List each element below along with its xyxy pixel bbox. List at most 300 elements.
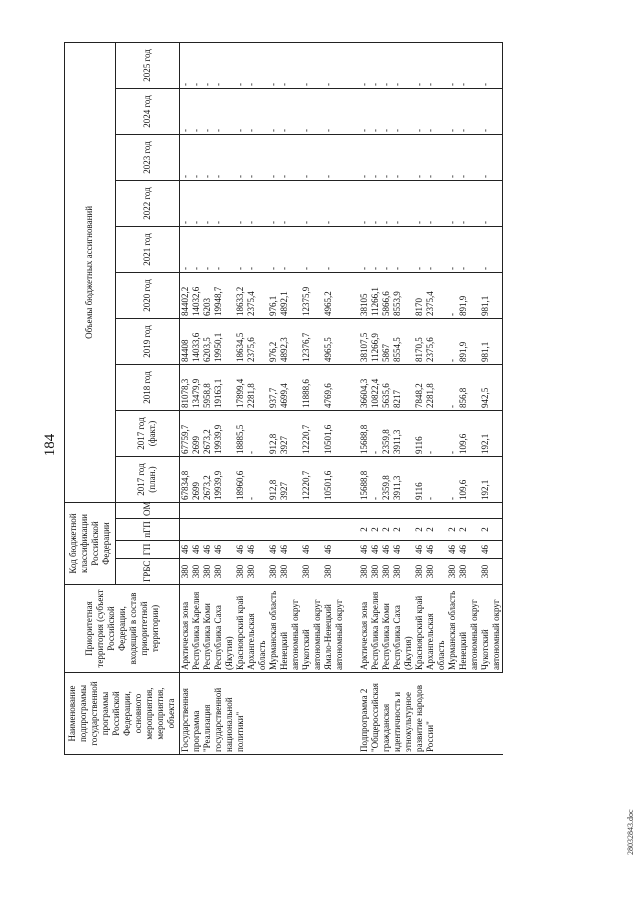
value-cell: - <box>279 227 301 273</box>
territory-cell: Красноярский край <box>414 585 425 673</box>
gp-cell: 46 <box>235 541 246 559</box>
value-cell: 12220,7 <box>301 457 323 503</box>
value-cell: - <box>447 319 458 365</box>
value-cell: - <box>414 181 425 227</box>
om-cell <box>279 503 301 519</box>
header-program: Наименование подпрограммы государственной программы Российской Федерации, основного мероприятия, мероприятия, объекта <box>65 673 180 755</box>
gp-cell: 46 <box>480 541 503 559</box>
value-cell: - <box>458 89 480 135</box>
value-cell: - <box>202 42 213 88</box>
value-cell: - <box>180 181 192 227</box>
table-row <box>268 42 279 754</box>
territory-cell: Республика Саха (Якутия) <box>392 585 414 673</box>
territory-cell: Республика Карелия <box>370 585 381 673</box>
grbs-cell: 380 <box>180 559 192 585</box>
value-cell: - <box>213 135 235 181</box>
value-cell: - <box>370 89 381 135</box>
gp-cell: 46 <box>323 541 345 559</box>
table-row <box>235 42 246 754</box>
value-cell: - <box>191 135 202 181</box>
grbs-cell: 380 <box>268 559 279 585</box>
value-cell: 11266,9 <box>370 319 381 365</box>
value-cell: - <box>235 42 246 88</box>
value-cell: - <box>180 42 192 88</box>
header-year: 2017 год (план.) <box>115 457 179 503</box>
gp-cell: 46 <box>447 541 458 559</box>
value-cell: - <box>279 89 301 135</box>
territory-cell: Арктическая зона <box>180 585 192 673</box>
value-cell: - <box>458 227 480 273</box>
value-cell: 3911,3 <box>392 457 414 503</box>
value-cell: 12375,9 <box>301 273 323 319</box>
om-cell <box>323 503 345 519</box>
grbs-cell: 380 <box>191 559 202 585</box>
value-cell: 2375,4 <box>246 273 268 319</box>
value-cell: - <box>370 181 381 227</box>
gp-cell: 46 <box>191 541 202 559</box>
gp-cell: 46 <box>458 541 480 559</box>
om-cell <box>268 503 279 519</box>
value-cell: - <box>414 89 425 135</box>
value-cell: - <box>425 42 447 88</box>
value-cell: - <box>323 135 345 181</box>
pgp-cell <box>191 519 202 541</box>
value-cell: - <box>191 42 202 88</box>
pgp-cell <box>301 519 323 541</box>
value-cell: 11266,1 <box>370 273 381 319</box>
value-cell: - <box>370 457 381 503</box>
gp-cell: 46 <box>180 541 192 559</box>
value-cell: - <box>213 42 235 88</box>
value-cell: - <box>359 227 370 273</box>
grbs-cell: 380 <box>235 559 246 585</box>
pgp-cell: 2 <box>392 519 414 541</box>
grbs-cell: 380 <box>447 559 458 585</box>
value-cell: - <box>235 135 246 181</box>
territory-cell: Республика Коми <box>381 585 392 673</box>
value-cell: 937,7 <box>268 365 279 411</box>
value-cell: 9116 <box>414 457 425 503</box>
value-cell: - <box>458 42 480 88</box>
value-cell: 36604,3 <box>359 365 370 411</box>
value-cell: - <box>246 89 268 135</box>
value-cell: - <box>202 227 213 273</box>
gp-cell: 46 <box>392 541 414 559</box>
value-cell: 8170,5 <box>414 319 425 365</box>
value-cell: - <box>370 411 381 457</box>
pgp-cell <box>235 519 246 541</box>
value-cell: 10822,4 <box>370 365 381 411</box>
value-cell: - <box>268 181 279 227</box>
om-cell <box>414 503 425 519</box>
header-year: 2022 год <box>115 181 179 227</box>
value-cell: - <box>191 181 202 227</box>
value-cell: 2375,6 <box>246 319 268 365</box>
gp-cell: 46 <box>279 541 301 559</box>
table-row <box>191 42 202 754</box>
om-cell <box>392 503 414 519</box>
header-pgp: пГП <box>115 519 179 541</box>
value-cell: 3911,3 <box>392 411 414 457</box>
table-row <box>323 42 345 754</box>
gp-cell: 46 <box>359 541 370 559</box>
om-cell <box>213 503 235 519</box>
header-year: 2020 год <box>115 273 179 319</box>
value-cell: 912,8 <box>268 411 279 457</box>
value-cell: - <box>301 135 323 181</box>
value-cell: - <box>392 181 414 227</box>
value-cell: 14033,6 <box>191 319 202 365</box>
header-year: 2023 год <box>115 135 179 181</box>
value-cell: - <box>246 411 268 457</box>
grbs-cell: 380 <box>458 559 480 585</box>
value-cell: - <box>279 181 301 227</box>
table-row <box>180 42 192 754</box>
value-cell: - <box>381 227 392 273</box>
value-cell: 4892,3 <box>279 319 301 365</box>
territory-cell: Республика Карелия <box>191 585 202 673</box>
table-body <box>180 42 503 754</box>
value-cell: - <box>381 89 392 135</box>
group-separator <box>345 42 359 754</box>
value-cell: 856,8 <box>458 365 480 411</box>
file-name: 28032843.doc <box>626 809 635 855</box>
value-cell: - <box>425 457 447 503</box>
value-cell: 3927 <box>279 411 301 457</box>
value-cell: - <box>246 457 268 503</box>
value-cell: - <box>392 135 414 181</box>
value-cell: 942,5 <box>480 365 503 411</box>
territory-cell: Ненецкий автономный округ <box>458 585 480 673</box>
om-cell <box>246 503 268 519</box>
value-cell: - <box>447 89 458 135</box>
pgp-cell <box>202 519 213 541</box>
territory-cell: Республика Саха (Якутия) <box>213 585 235 673</box>
value-cell: - <box>370 42 381 88</box>
value-cell: 976,2 <box>268 319 279 365</box>
value-cell: 2359,8 <box>381 457 392 503</box>
om-cell <box>447 503 458 519</box>
gp-cell: 46 <box>246 541 268 559</box>
program-name: Государственная программа "Реализация государственной национальной политики" <box>180 673 346 755</box>
pgp-cell: 2 <box>359 519 370 541</box>
grbs-cell: 380 <box>370 559 381 585</box>
value-cell: - <box>425 181 447 227</box>
territory-cell: Республика Коми <box>202 585 213 673</box>
pgp-cell <box>180 519 192 541</box>
territory-cell: Арктическая зона <box>359 585 370 673</box>
value-cell: - <box>447 181 458 227</box>
header-year: 2024 год <box>115 89 179 135</box>
value-cell: 891,9 <box>458 273 480 319</box>
table-row <box>213 42 235 754</box>
value-cell: 10501,6 <box>323 457 345 503</box>
value-cell: 5866,6 <box>381 273 392 319</box>
pgp-cell <box>213 519 235 541</box>
om-cell <box>301 503 323 519</box>
value-cell: - <box>425 411 447 457</box>
value-cell: - <box>414 42 425 88</box>
value-cell: 19939,9 <box>213 411 235 457</box>
value-cell: - <box>381 135 392 181</box>
om-cell <box>480 503 503 519</box>
value-cell: 3927 <box>279 457 301 503</box>
value-cell: - <box>235 227 246 273</box>
value-cell: 5958,8 <box>202 365 213 411</box>
value-cell: 7848,2 <box>414 365 425 411</box>
table-row <box>447 42 458 754</box>
value-cell: 12376,7 <box>301 319 323 365</box>
value-cell: - <box>392 89 414 135</box>
grbs-cell: 380 <box>359 559 370 585</box>
value-cell: - <box>480 42 503 88</box>
value-cell: 67834,8 <box>180 457 192 503</box>
value-cell: 4769,6 <box>323 365 345 411</box>
header-year: 2019 год <box>115 319 179 365</box>
gp-cell: 46 <box>381 541 392 559</box>
grbs-cell: 380 <box>414 559 425 585</box>
value-cell: - <box>180 89 192 135</box>
grbs-cell: 380 <box>480 559 503 585</box>
territory-cell: Чукотский автономный округ <box>480 585 503 673</box>
grbs-cell: 380 <box>301 559 323 585</box>
header-om: ОМ <box>115 503 179 519</box>
header-grbs: ГРБС <box>115 559 179 585</box>
table-row <box>414 42 425 754</box>
value-cell: - <box>279 42 301 88</box>
value-cell: - <box>447 411 458 457</box>
table-row <box>480 42 503 754</box>
value-cell: 10501,6 <box>323 411 345 457</box>
value-cell: 15688,8 <box>359 457 370 503</box>
value-cell: - <box>359 89 370 135</box>
grbs-cell: 380 <box>323 559 345 585</box>
value-cell: 18633,2 <box>235 273 246 319</box>
pgp-cell: 2 <box>447 519 458 541</box>
gp-cell: 46 <box>425 541 447 559</box>
value-cell: 38105 <box>359 273 370 319</box>
table-row <box>425 42 447 754</box>
table-row <box>202 42 213 754</box>
value-cell: - <box>202 181 213 227</box>
pgp-cell <box>246 519 268 541</box>
value-cell: 14032,6 <box>191 273 202 319</box>
value-cell: - <box>180 227 192 273</box>
value-cell: - <box>359 181 370 227</box>
value-cell: - <box>279 135 301 181</box>
pgp-cell <box>279 519 301 541</box>
value-cell: - <box>480 135 503 181</box>
value-cell: 2375,6 <box>425 319 447 365</box>
header-gp: ГП <box>115 541 179 559</box>
value-cell: - <box>381 42 392 88</box>
value-cell: 19163,1 <box>213 365 235 411</box>
value-cell: 67759,7 <box>180 411 192 457</box>
value-cell: 9116 <box>414 411 425 457</box>
value-cell: 192,1 <box>480 411 503 457</box>
value-cell: 4965,5 <box>323 319 345 365</box>
value-cell: 109,6 <box>458 411 480 457</box>
om-cell <box>359 503 370 519</box>
value-cell: 18885,5 <box>235 411 246 457</box>
value-cell: 2359,8 <box>381 411 392 457</box>
page-number: 184 <box>42 433 58 457</box>
program-name: Подпрограмма 2 "Общероссийская гражданская идентичность и этнокультурное развитие народов России" <box>359 673 503 755</box>
grbs-cell: 380 <box>392 559 414 585</box>
value-cell: - <box>191 227 202 273</box>
value-cell: - <box>268 227 279 273</box>
value-cell: 8217 <box>392 365 414 411</box>
grbs-cell: 380 <box>213 559 235 585</box>
value-cell: - <box>246 227 268 273</box>
table-row <box>279 42 301 754</box>
value-cell: - <box>301 42 323 88</box>
grbs-cell: 380 <box>246 559 268 585</box>
value-cell: - <box>323 181 345 227</box>
value-cell: - <box>268 135 279 181</box>
gp-cell: 46 <box>370 541 381 559</box>
table-row <box>359 42 370 754</box>
value-cell: 981,1 <box>480 273 503 319</box>
om-cell <box>180 503 192 519</box>
value-cell: 981,1 <box>480 319 503 365</box>
value-cell: 19948,7 <box>213 273 235 319</box>
value-cell: - <box>458 181 480 227</box>
value-cell: - <box>202 89 213 135</box>
value-cell: - <box>425 227 447 273</box>
table-row <box>381 42 392 754</box>
om-cell <box>202 503 213 519</box>
om-cell <box>235 503 246 519</box>
value-cell: - <box>323 227 345 273</box>
value-cell: 2281,8 <box>246 365 268 411</box>
table-row <box>370 42 381 754</box>
header-year: 2017 год (факт.) <box>115 411 179 457</box>
value-cell: 2673,2 <box>202 457 213 503</box>
value-cell: - <box>447 457 458 503</box>
value-cell: - <box>425 135 447 181</box>
value-cell: - <box>480 89 503 135</box>
value-cell: 8553,9 <box>392 273 414 319</box>
value-cell: - <box>370 227 381 273</box>
value-cell: - <box>301 89 323 135</box>
value-cell: 17899,4 <box>235 365 246 411</box>
value-cell: 12220,7 <box>301 411 323 457</box>
header-territory: Приоритетная территория (субъект Российской Федерации, входящий в состав приоритетной территории) <box>65 585 180 673</box>
territory-cell: Архангельская область <box>425 585 447 673</box>
territory-cell: Архангельская область <box>246 585 268 673</box>
grbs-cell: 380 <box>202 559 213 585</box>
value-cell: - <box>359 135 370 181</box>
value-cell: - <box>268 42 279 88</box>
value-cell: - <box>301 227 323 273</box>
value-cell: 2281,8 <box>425 365 447 411</box>
value-cell: - <box>480 181 503 227</box>
territory-cell: Ненецкий автономный округ <box>279 585 301 673</box>
table-row <box>392 42 414 754</box>
territory-cell: Мурманская область <box>447 585 458 673</box>
value-cell: - <box>381 181 392 227</box>
pgp-cell: 2 <box>425 519 447 541</box>
value-cell: - <box>447 135 458 181</box>
gp-cell: 46 <box>414 541 425 559</box>
budget-table <box>64 42 503 755</box>
value-cell: - <box>447 365 458 411</box>
value-cell: 11888,6 <box>301 365 323 411</box>
value-cell: 4699,4 <box>279 365 301 411</box>
value-cell: 15688,8 <box>359 411 370 457</box>
pgp-cell: 2 <box>381 519 392 541</box>
value-cell: - <box>480 227 503 273</box>
value-cell: - <box>235 181 246 227</box>
value-cell: 891,9 <box>458 319 480 365</box>
value-cell: - <box>246 42 268 88</box>
value-cell: 976,1 <box>268 273 279 319</box>
value-cell: - <box>235 89 246 135</box>
value-cell: - <box>268 89 279 135</box>
value-cell: 38107,5 <box>359 319 370 365</box>
value-cell: - <box>447 273 458 319</box>
value-cell: - <box>246 181 268 227</box>
value-cell: 84402,2 <box>180 273 192 319</box>
value-cell: 912,8 <box>268 457 279 503</box>
value-cell: - <box>370 135 381 181</box>
value-cell: - <box>180 135 192 181</box>
pgp-cell: 2 <box>370 519 381 541</box>
value-cell: - <box>458 135 480 181</box>
header-budget-code: Код бюджетной классификации Российской Федерации <box>65 503 116 585</box>
value-cell: 19950,1 <box>213 319 235 365</box>
value-cell: - <box>447 227 458 273</box>
value-cell: - <box>414 227 425 273</box>
territory-cell: Ямало-Ненецкий автономный округ <box>323 585 345 673</box>
value-cell: - <box>425 89 447 135</box>
value-cell: 192,1 <box>480 457 503 503</box>
value-cell: - <box>202 135 213 181</box>
grbs-cell: 380 <box>279 559 301 585</box>
pgp-cell <box>323 519 345 541</box>
value-cell: - <box>213 89 235 135</box>
value-cell: 18960,6 <box>235 457 246 503</box>
om-cell <box>191 503 202 519</box>
value-cell: - <box>392 42 414 88</box>
gp-cell: 46 <box>301 541 323 559</box>
territory-cell: Красноярский край <box>235 585 246 673</box>
value-cell: 13479,9 <box>191 365 202 411</box>
om-cell <box>425 503 447 519</box>
territory-cell: Чукотский автономный округ <box>301 585 323 673</box>
value-cell: 5635,6 <box>381 365 392 411</box>
value-cell: - <box>414 135 425 181</box>
om-cell <box>381 503 392 519</box>
grbs-cell: 380 <box>381 559 392 585</box>
value-cell: 19939,9 <box>213 457 235 503</box>
value-cell: 109,6 <box>458 457 480 503</box>
value-cell: - <box>323 89 345 135</box>
gp-cell: 46 <box>202 541 213 559</box>
value-cell: 4965,2 <box>323 273 345 319</box>
value-cell: - <box>213 181 235 227</box>
header-year: 2025 год <box>115 42 179 88</box>
pgp-cell: 2 <box>458 519 480 541</box>
grbs-cell: 380 <box>425 559 447 585</box>
value-cell: 2375,4 <box>425 273 447 319</box>
table-row <box>458 42 480 754</box>
value-cell: - <box>323 42 345 88</box>
value-cell: 4892,1 <box>279 273 301 319</box>
value-cell: 5867 <box>381 319 392 365</box>
value-cell: - <box>191 89 202 135</box>
